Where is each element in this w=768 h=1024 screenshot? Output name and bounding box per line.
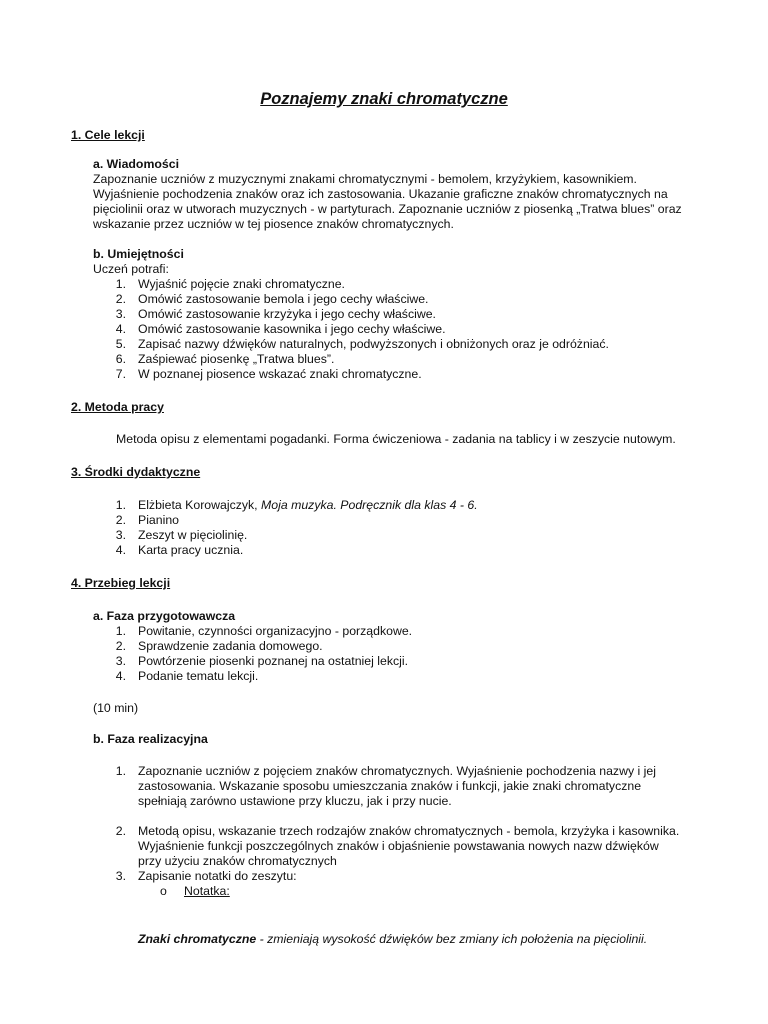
list-item-continuation: Wyjaśnienie funkcji poszczególnych znaków i objaśnienie powstawania nowych nazw dźwięków <box>138 839 659 853</box>
paragraph-line: wskazanie przez uczniów w tej piosence znaków chromatycznych. <box>93 217 454 231</box>
section-3-heading: 3. Środki dydaktyczne <box>71 465 201 479</box>
paragraph-line: pięciolinii oraz w utworach muzycznych - w partyturach. Zapoznanie uczniów z piosenką „Tratwa blues” oraz <box>93 202 682 216</box>
note-label: Notatka: <box>184 884 230 898</box>
section-1-heading: 1. Cele lekcji <box>71 128 145 142</box>
section-1b-heading: b. Umiejętności <box>93 247 184 261</box>
paragraph-line: Wyjaśnienie pochodzenia znaków oraz ich zastosowania. Ukazanie graficzne znaków chromatycznych na <box>93 187 668 201</box>
section-4a-heading: a. Faza przygotowawcza <box>93 609 236 623</box>
list-item-continuation: przy użyciu znaków chromatycznych <box>138 854 337 868</box>
list-intro: Uczeń potrafi: <box>93 262 169 276</box>
note-definition-text: - zmieniają wysokość dźwięków bez zmiany ich położenia na pięciolinii. <box>256 932 648 946</box>
list-item-continuation: spełniają zarówno ustawione przy kluczu, jak i przy nucie. <box>138 794 452 808</box>
paragraph-line: Zapoznanie uczniów z muzycznymi znakami chromatycznymi - bemolem, krzyżykiem, kasownikiem. <box>93 172 637 186</box>
note-definition <box>138 932 647 947</box>
list-item-continuation: zastosowania. Wskazanie sposobu umieszczania znaków i funkcji, jakie znaki chromatyczne <box>138 779 642 793</box>
section-4b-heading: b. Faza realizacyjna <box>93 732 208 746</box>
method-text: Metoda opisu z elementami pogadanki. Forma ćwiczeniowa - zadania na tablicy i w zeszycie nutowym. <box>116 432 676 446</box>
section-2-heading: 2. Metoda pracy <box>71 400 164 414</box>
duration-text: (10 min) <box>93 701 139 715</box>
note-term: Znaki chromatyczne <box>138 932 257 946</box>
section-4-heading: 4. Przebieg lekcji <box>71 576 171 590</box>
bullet-marker: o <box>160 884 167 898</box>
sub-bullet-item <box>160 884 230 899</box>
page-title: Poznajemy znaki chromatyczne <box>260 90 508 108</box>
section-1a-heading: a. Wiadomości <box>93 157 179 171</box>
